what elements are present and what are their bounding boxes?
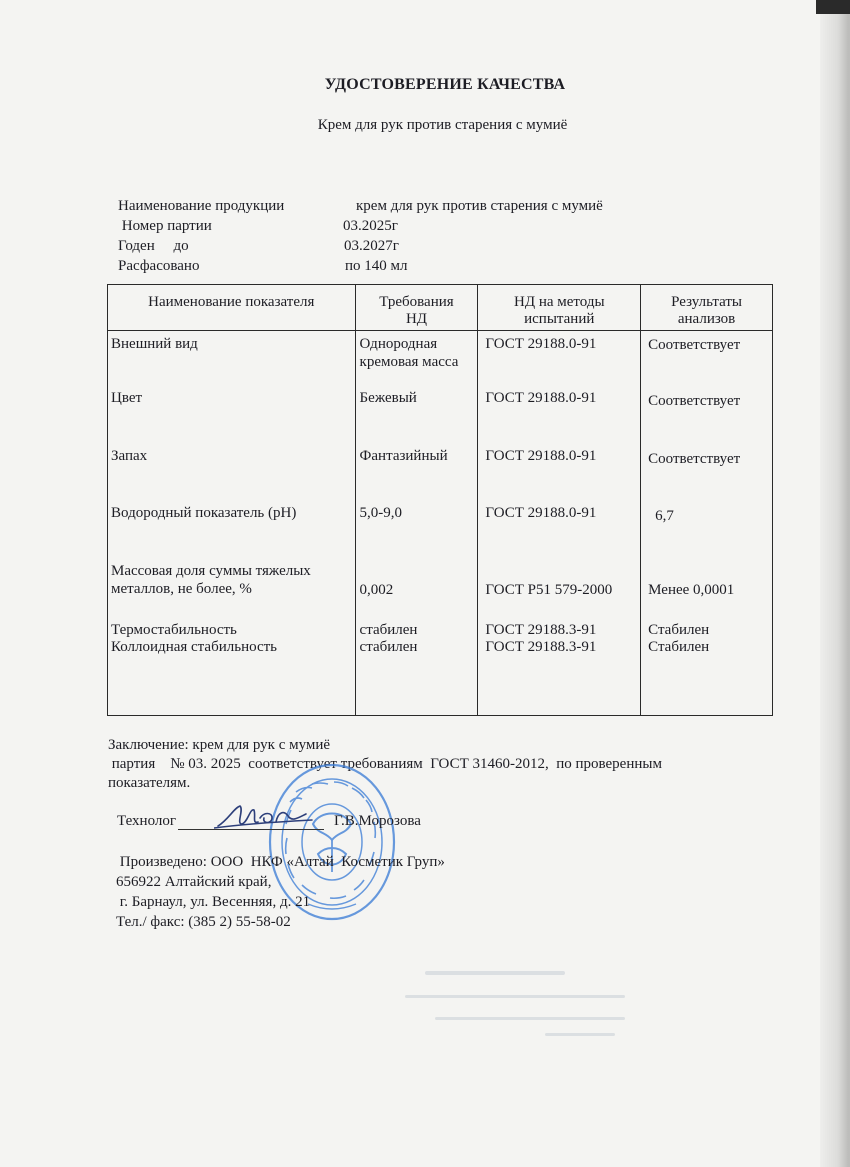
table-header-cell: [478, 285, 641, 331]
table-body-row: [108, 331, 773, 716]
header-text: Результаты анализов: [671, 294, 742, 327]
indicator-cell: Цвет: [111, 390, 143, 406]
producer-info: [116, 852, 445, 932]
info-value: крем для рук против старения с мумиё: [356, 198, 603, 214]
method-column: [478, 331, 641, 716]
info-row-expiry: [118, 236, 678, 256]
table-header-row: [108, 285, 773, 331]
indicator-cell: Внешний вид: [111, 336, 198, 352]
result-cell: Стабилен: [648, 639, 710, 655]
producer-line: Произведено: ООО НКФ «Алтай Косметик Груп»: [116, 854, 445, 870]
header-text: НД на методы испытаний: [514, 294, 605, 327]
indicator-cell: Термостабильность: [111, 622, 237, 638]
indicator-cell: Запах: [111, 448, 148, 464]
quality-table: [107, 284, 773, 716]
info-row-product: [118, 196, 678, 216]
requirement-cell: 0,002: [359, 582, 394, 598]
requirement-cell: 5,0-9,0: [359, 505, 403, 521]
bleed-through-marks: [395, 965, 655, 1045]
document-subtitle: Крем для рук против старения с мумиё: [317, 117, 568, 133]
result-cell: 6,7: [655, 508, 674, 524]
info-label: Расфасовано: [118, 258, 200, 274]
table-header-cell: [355, 285, 478, 331]
result-cell: Менее 0,0001: [648, 582, 735, 598]
method-cell: ГОСТ 29188.0-91: [485, 448, 597, 464]
info-label: Годен до: [118, 238, 189, 254]
table-header-cell: [108, 285, 356, 331]
info-value: по 140 мл: [345, 258, 408, 274]
conclusion-line: показателям.: [108, 775, 191, 791]
info-row-batch: [118, 216, 678, 236]
info-label: Номер партии: [118, 218, 212, 234]
indicator-cell: Водородный показатель (pH): [111, 505, 297, 521]
method-cell: ГОСТ 29188.3-91: [485, 639, 597, 655]
info-value: 03.2027г: [344, 238, 399, 254]
info-label: Наименование продукции: [118, 198, 285, 214]
info-value: 03.2025г: [343, 218, 398, 234]
signature-underline: [178, 815, 324, 830]
indicator-column: [108, 331, 356, 716]
header-text: Требования НД: [379, 294, 454, 327]
requirement-cell: Бежевый: [359, 390, 417, 406]
technologist-signature-line: [117, 813, 421, 830]
conclusion-line: партия № 03. 2025 соответствует требованиям ГОСТ 31460-2012, по проверенным: [108, 756, 662, 772]
requirement-cell: стабилен: [359, 622, 418, 638]
result-column: [641, 331, 773, 716]
indicator-cell: Массовая доля суммы тяжелых металлов, не более, %: [111, 563, 311, 597]
requirement-cell: Фантазийный: [359, 448, 448, 464]
producer-line: 656922 Алтайский край,: [116, 874, 272, 890]
result-cell: Соответствует: [648, 337, 741, 353]
requirement-cell: стабилен: [359, 639, 418, 655]
producer-line: Тел./ факс: (385 2) 55-58-02: [116, 914, 291, 930]
technologist-name: Г.В.Морозова: [334, 813, 421, 829]
requirement-cell: Однородная кремовая масса: [359, 336, 459, 370]
method-cell: ГОСТ 29188.0-91: [485, 505, 597, 521]
scan-edge-shadow: [820, 0, 850, 1167]
method-cell: ГОСТ Р51 579-2000: [485, 582, 613, 598]
result-cell: Соответствует: [648, 451, 741, 467]
table-header-cell: [641, 285, 773, 331]
producer-line: г. Барнаул, ул. Весенняя, д. 21: [116, 894, 311, 910]
indicator-cell: Коллоидная стабильность: [111, 639, 278, 655]
method-cell: ГОСТ 29188.0-91: [485, 390, 597, 406]
scan-corner: [816, 0, 850, 14]
requirement-column: [355, 331, 478, 716]
document-title: УДОСТОВЕРЕНИЕ КАЧЕСТВА: [324, 76, 566, 93]
result-cell: Стабилен: [648, 622, 710, 638]
method-cell: ГОСТ 29188.3-91: [485, 622, 597, 638]
technologist-label: Технолог: [117, 813, 177, 829]
info-row-packaging: [118, 256, 678, 276]
conclusion-line: Заключение: крем для рук с мумиё: [108, 737, 331, 753]
method-cell: ГОСТ 29188.0-91: [485, 336, 597, 352]
conclusion: [108, 736, 748, 793]
header-text: Наименование показателя: [148, 294, 315, 310]
result-cell: Соответствует: [648, 393, 741, 409]
product-info: [118, 196, 678, 276]
